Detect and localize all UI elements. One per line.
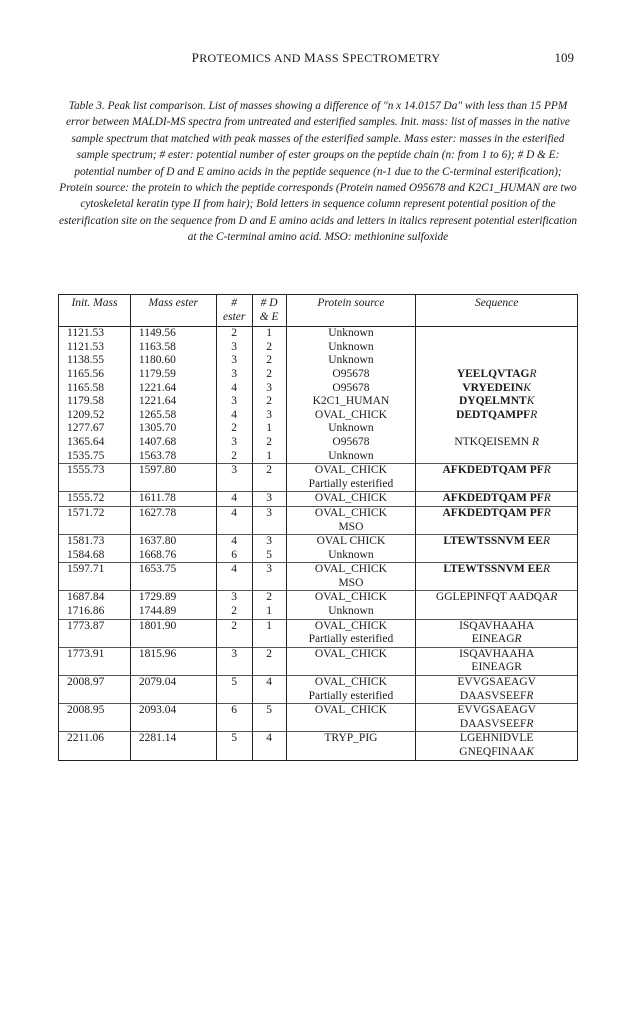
sequence-segment: EINEAGR [471, 661, 522, 674]
sequence-line [419, 690, 574, 704]
protein-source-cell [286, 341, 416, 355]
num-de-cell: 4 [252, 732, 286, 760]
sequence-line [419, 704, 574, 718]
sequence-line [419, 633, 574, 647]
sequence-cell [416, 563, 578, 591]
protein-source-cell [286, 619, 416, 647]
num-ester-cell: 3 [216, 354, 252, 368]
init-mass-cell: 1365.64 [59, 436, 131, 450]
mass-ester-cell: 2093.04 [130, 704, 216, 732]
protein-source-line: Partially esterified [308, 689, 394, 702]
sequence-segment: EVVGSAEAGV [457, 676, 536, 689]
num-ester-cell: 4 [216, 535, 252, 549]
mass-ester-cell: 1221.64 [130, 382, 216, 396]
protein-source-line: Partially esterified [308, 477, 394, 490]
init-mass-cell: 1277.67 [59, 422, 131, 436]
peak-list-table [58, 294, 578, 761]
num-ester-cell: 5 [216, 732, 252, 760]
sequence-cell [416, 450, 578, 464]
sequence-cell [416, 395, 578, 409]
table-row [59, 549, 578, 563]
sequence-line [419, 395, 574, 409]
mass-ester-cell: 1597.80 [130, 464, 216, 492]
num-ester-cell: 2 [216, 619, 252, 647]
sequence-line [419, 648, 574, 662]
protein-source-line: Unknown [328, 605, 374, 618]
sequence-segment: NTKQEISEMN [454, 435, 532, 448]
table-row [59, 732, 578, 760]
sequence-line [419, 368, 574, 382]
num-de-cell: 3 [252, 563, 286, 591]
sequence-line [419, 591, 574, 605]
num-de-cell: 2 [252, 464, 286, 492]
num-ester-cell: 4 [216, 382, 252, 396]
num-ester-cell: 3 [216, 395, 252, 409]
num-de-cell: 2 [252, 436, 286, 450]
mass-ester-cell: 1179.59 [130, 368, 216, 382]
init-mass-cell: 1773.87 [59, 619, 131, 647]
num-de-cell: 5 [252, 549, 286, 563]
sequence-cell [416, 591, 578, 605]
num-de-cell: 1 [252, 450, 286, 464]
protein-source-line: O95678 [332, 381, 370, 394]
init-mass-cell: 1687.84 [59, 591, 131, 605]
num-ester-cell: 2 [216, 422, 252, 436]
sequence-cell [416, 704, 578, 732]
protein-source-line: TRYP_PIG [324, 732, 378, 745]
mass-ester-cell: 1668.76 [130, 549, 216, 563]
table-row [59, 535, 578, 549]
num-de-cell: 1 [252, 327, 286, 341]
num-ester-cell: 3 [216, 591, 252, 605]
protein-source-cell [286, 450, 416, 464]
num-de-cell: 1 [252, 605, 286, 619]
sequence-line [419, 436, 574, 450]
protein-source-cell [286, 732, 416, 760]
protein-source-line: OVAL_CHICK [314, 647, 387, 660]
num-ester-cell: 2 [216, 605, 252, 619]
sequence-line [419, 718, 574, 732]
protein-source-cell [286, 591, 416, 605]
sequence-segment: ISQAVHAAHA [459, 619, 535, 632]
num-ester-cell: 3 [216, 464, 252, 492]
protein-source-cell [286, 382, 416, 396]
num-ester-cell: 3 [216, 436, 252, 450]
mass-ester-cell: 1265.58 [130, 409, 216, 423]
init-mass-cell: 1138.55 [59, 354, 131, 368]
mass-ester-cell: 1627.78 [130, 506, 216, 534]
sequence-segment: R [543, 506, 551, 519]
protein-source-line: K2C1_HUMAN [312, 395, 390, 408]
protein-source-cell [286, 409, 416, 423]
num-ester-cell: 5 [216, 676, 252, 704]
protein-source-cell [286, 563, 416, 591]
sequence-cell [416, 354, 578, 368]
num-de-cell: 5 [252, 704, 286, 732]
sequence-line [419, 676, 574, 690]
protein-source-cell [286, 605, 416, 619]
init-mass-cell: 2008.95 [59, 704, 131, 732]
init-mass-cell: 1584.68 [59, 549, 131, 563]
mass-ester-cell: 1611.78 [130, 492, 216, 507]
protein-source-line: OVAL_CHICK [314, 464, 387, 477]
sequence-segment: K [523, 381, 531, 394]
num-de-cell: 2 [252, 647, 286, 675]
table-row [59, 327, 578, 341]
mass-ester-cell: 1801.90 [130, 619, 216, 647]
sequence-line [419, 732, 574, 746]
init-mass-cell: 1209.52 [59, 409, 131, 423]
protein-source-cell [286, 647, 416, 675]
col-mass-ester: Mass ester [130, 295, 216, 327]
sequence-segment: R [543, 492, 551, 505]
mass-ester-cell: 1407.68 [130, 436, 216, 450]
init-mass-cell: 1571.72 [59, 506, 131, 534]
init-mass-cell: 1179.58 [59, 395, 131, 409]
num-ester-cell: 2 [216, 450, 252, 464]
sequence-segment: VRYEDEIN [462, 381, 524, 394]
table-row [59, 704, 578, 732]
num-de-cell: 4 [252, 676, 286, 704]
protein-source-line: OVAL_CHICK [314, 619, 387, 632]
num-de-cell: 2 [252, 591, 286, 605]
init-mass-cell: 1165.56 [59, 368, 131, 382]
sequence-segment: AFKDEDTQAM PF [442, 492, 544, 505]
protein-source-line: Partially esterified [308, 633, 394, 646]
page-header [0, 50, 632, 70]
running-title: PROTEOMICS AND MASS SPECTROMETRY [191, 50, 441, 65]
init-mass-cell: 1581.73 [59, 535, 131, 549]
protein-source-line: Unknown [328, 340, 374, 353]
sequence-line [419, 409, 574, 423]
table-row [59, 450, 578, 464]
table-row [59, 382, 578, 396]
protein-source-line: Unknown [328, 354, 374, 367]
protein-source-cell [286, 492, 416, 507]
mass-ester-cell: 1149.56 [130, 327, 216, 341]
col-num-de: # D & E [252, 295, 286, 327]
num-de-cell: 3 [252, 382, 286, 396]
col-init-mass: Init. Mass [59, 295, 131, 327]
sequence-cell [416, 341, 578, 355]
mass-ester-cell: 1180.60 [130, 354, 216, 368]
table-row [59, 492, 578, 507]
protein-source-line: OVAL CHICK [316, 535, 386, 548]
sequence-cell [416, 492, 578, 507]
mass-ester-cell: 1221.64 [130, 395, 216, 409]
sequence-segment: EINEAG [471, 633, 515, 646]
sequence-segment: DYQELMNT [458, 395, 527, 408]
sequence-cell [416, 464, 578, 492]
num-de-cell: 3 [252, 409, 286, 423]
table-header [59, 295, 578, 327]
sequence-cell [416, 382, 578, 396]
protein-source-cell [286, 535, 416, 549]
sequence-cell [416, 605, 578, 619]
num-ester-cell: 6 [216, 704, 252, 732]
sequence-cell [416, 549, 578, 563]
protein-source-line: Unknown [328, 327, 374, 340]
protein-source-cell [286, 436, 416, 450]
sequence-segment: LTEWTSSNVM EE [443, 535, 543, 548]
sequence-segment: R [529, 367, 537, 380]
protein-source-cell [286, 704, 416, 732]
sequence-cell [416, 676, 578, 704]
num-ester-cell: 3 [216, 341, 252, 355]
sequence-segment: R [531, 435, 539, 448]
sequence-line [419, 661, 574, 675]
sequence-cell [416, 327, 578, 341]
init-mass-cell: 2008.97 [59, 676, 131, 704]
sequence-cell [416, 619, 578, 647]
sequence-cell [416, 535, 578, 549]
table-caption: Table 3. Peak list comparison. List of masses showing a difference of "n x 14.0157 Da" with less than 15 PPM error between MALDI-MS spectra from untreated and esterified samples. Init. mass: list of masses in the native sample spectrum that matched with peak masses of the esterified sample. Mass ester: masses in the esterified sample spectrum; # ester: potential number of ester groups on the peptide chain (n: from 1 to 6); # D & E: potential number of D and E amino acids in the peptide sequence (n-1 due to the C-terminal esterification); Protein source: the protein to which the peptide corresponds (Protein named O95678 and K2C1_HUMAN are two cytoskeletal keratin type II from hair); Bold letters in sequence column represent potential position of the esterification site on the sequence from D and E amino acids and letters in italics represent potential esterification at the C-terminal amino acid. MSO: methionine sulfoxide [58, 100, 577, 244]
protein-source-line: OVAL_CHICK [314, 506, 387, 519]
sequence-segment: YEELQVTAG [456, 367, 530, 380]
sequence-segment: LGEHNIDVLE [459, 732, 534, 745]
sequence-segment: R [526, 717, 534, 730]
mass-ester-cell: 1563.78 [130, 450, 216, 464]
sequence-segment: DAASVSEEF [459, 717, 527, 730]
sequence-segment: AFKDEDTQAM PF [442, 464, 544, 477]
protein-source-cell [286, 676, 416, 704]
num-de-cell: 2 [252, 341, 286, 355]
mass-ester-cell: 1653.75 [130, 563, 216, 591]
init-mass-cell: 2211.06 [59, 732, 131, 760]
table-row [59, 368, 578, 382]
protein-source-cell [286, 506, 416, 534]
table-row [59, 464, 578, 492]
protein-source-cell [286, 549, 416, 563]
protein-source-cell [286, 354, 416, 368]
init-mass-cell: 1165.58 [59, 382, 131, 396]
table-row [59, 436, 578, 450]
init-mass-cell: 1716.86 [59, 605, 131, 619]
init-mass-cell: 1121.53 [59, 341, 131, 355]
sequence-segment: R [542, 563, 550, 576]
table-row [59, 422, 578, 436]
sequence-line [419, 620, 574, 634]
mass-ester-cell: 1637.80 [130, 535, 216, 549]
table-row [59, 647, 578, 675]
table-row [59, 506, 578, 534]
num-de-cell: 2 [252, 354, 286, 368]
protein-source-cell [286, 422, 416, 436]
num-ester-cell: 6 [216, 549, 252, 563]
page-number: 109 [554, 50, 574, 65]
protein-source-line: OVAL_CHICK [314, 492, 387, 505]
sequence-line [419, 563, 574, 577]
init-mass-cell: 1535.75 [59, 450, 131, 464]
num-de-cell: 2 [252, 368, 286, 382]
table-row [59, 563, 578, 591]
protein-source-cell [286, 327, 416, 341]
protein-source-cell [286, 368, 416, 382]
sequence-line [419, 464, 574, 478]
sequence-segment: EVVGSAEAGV [457, 704, 536, 717]
table-row [59, 676, 578, 704]
num-ester-cell: 4 [216, 492, 252, 507]
init-mass-cell: 1555.72 [59, 492, 131, 507]
protein-source-line: Unknown [328, 548, 374, 561]
sequence-segment: ISQAVHAAHA [459, 647, 535, 660]
sequence-segment: K [526, 746, 535, 758]
sequence-line [419, 382, 574, 396]
mass-ester-cell: 2281.14 [130, 732, 216, 760]
num-ester-cell: 3 [216, 368, 252, 382]
sequence-segment: R [514, 633, 522, 646]
num-de-cell: 3 [252, 492, 286, 507]
num-ester-cell: 3 [216, 647, 252, 675]
sequence-segment: AFKDEDTQAM PF [442, 506, 544, 519]
mass-ester-cell: 1815.96 [130, 647, 216, 675]
mass-ester-cell: 1163.58 [130, 341, 216, 355]
init-mass-cell: 1773.91 [59, 647, 131, 675]
sequence-line [419, 492, 574, 506]
init-mass-cell: 1121.53 [59, 327, 131, 341]
sequence-segment: R [542, 535, 550, 548]
mass-ester-cell: 2079.04 [130, 676, 216, 704]
num-de-cell: 1 [252, 422, 286, 436]
protein-source-line: OVAL_CHICK [314, 563, 387, 576]
table-body [59, 327, 578, 760]
table-row [59, 395, 578, 409]
init-mass-cell: 1555.73 [59, 464, 131, 492]
protein-source-line: OVAL_CHICK [314, 591, 387, 604]
table-row [59, 605, 578, 619]
table-row [59, 409, 578, 423]
sequence-cell [416, 647, 578, 675]
num-de-cell: 2 [252, 395, 286, 409]
sequence-cell [416, 506, 578, 534]
col-protein-source: Protein source [286, 295, 416, 327]
col-num-ester: # ester [216, 295, 252, 327]
sequence-cell [416, 368, 578, 382]
protein-source-line: MSO [338, 520, 364, 533]
mass-ester-cell: 1744.89 [130, 605, 216, 619]
protein-source-line: O95678 [332, 367, 370, 380]
protein-source-line: MSO [338, 576, 364, 589]
table-row [59, 619, 578, 647]
table-row [59, 341, 578, 355]
table-row [59, 354, 578, 368]
sequence-cell [416, 732, 578, 760]
protein-source-line: O95678 [332, 435, 370, 448]
num-de-cell: 3 [252, 506, 286, 534]
sequence-line [419, 746, 574, 760]
init-mass-cell: 1597.71 [59, 563, 131, 591]
sequence-segment: DEDTQAMPF [456, 408, 531, 421]
protein-source-cell [286, 395, 416, 409]
mass-ester-cell: 1305.70 [130, 422, 216, 436]
sequence-segment: DAASVSEEF [459, 689, 527, 702]
col-sequence: Sequence [416, 295, 578, 327]
num-de-cell: 3 [252, 535, 286, 549]
sequence-cell [416, 409, 578, 423]
sequence-cell [416, 422, 578, 436]
protein-source-line: OVAL_CHICK [314, 676, 387, 689]
protein-source-line: OVAL_CHICK [314, 408, 387, 421]
sequence-line [419, 535, 574, 549]
sequence-cell [416, 436, 578, 450]
num-de-cell: 1 [252, 619, 286, 647]
num-ester-cell: 4 [216, 409, 252, 423]
sequence-segment: R [550, 591, 558, 604]
sequence-segment: R [530, 408, 538, 421]
protein-source-line: Unknown [328, 422, 374, 435]
num-ester-cell: 4 [216, 506, 252, 534]
protein-source-cell [286, 464, 416, 492]
num-ester-cell: 4 [216, 563, 252, 591]
table-row [59, 591, 578, 605]
sequence-segment: R [526, 689, 534, 702]
protein-source-line: OVAL_CHICK [314, 704, 387, 717]
sequence-segment: GGLEPINFQT AADQA [435, 591, 551, 604]
sequence-line [419, 507, 574, 521]
mass-ester-cell: 1729.89 [130, 591, 216, 605]
sequence-segment: R [543, 464, 551, 477]
sequence-segment: GNEQFINAA [459, 746, 527, 758]
sequence-segment: K [526, 395, 535, 408]
protein-source-line: Unknown [328, 449, 374, 462]
num-ester-cell: 2 [216, 327, 252, 341]
sequence-segment: LTEWTSSNVM EE [443, 563, 543, 576]
